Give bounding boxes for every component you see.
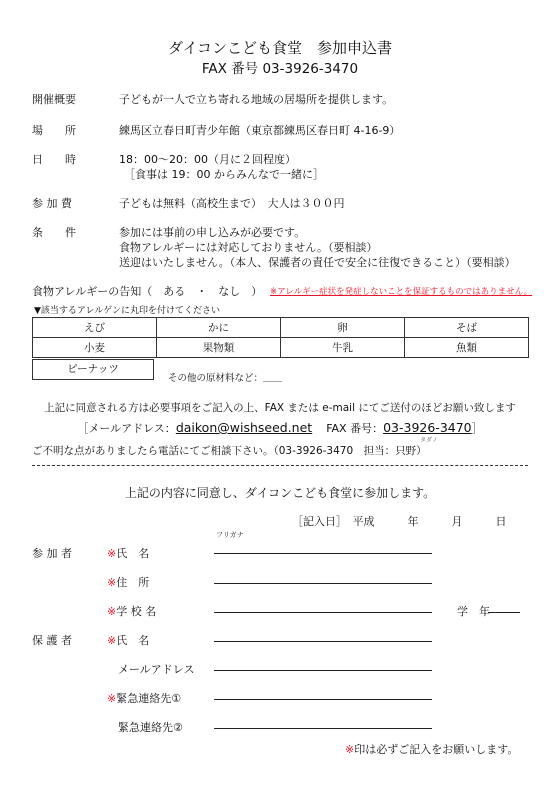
field-label: 氏 名 [116, 547, 150, 560]
participant-label: 参 加 者 [32, 547, 72, 560]
emergency-contact-1-label [107, 690, 181, 706]
required-mark: ※ [107, 692, 117, 705]
participant-school-label [107, 603, 156, 619]
emergency-contact-1-field[interactable] [214, 699, 432, 700]
info-value-place: 練馬区立春日町青少年館（東京都練馬区春日町 4-16-9） [119, 124, 401, 137]
info-value-overview: 子どもが一人で立ち寄れる地域の居場所を提供します。 [119, 93, 394, 106]
fax-prefix: FAX 番号： [326, 422, 384, 435]
allergen-other-field[interactable]: その他の原材料など：＿＿ [168, 373, 283, 384]
mail-prefix: ［メールアドレス： [77, 422, 176, 435]
info-label-place: 場 所 [32, 124, 76, 137]
footnote-text: 印は必ずご記入をお願いします。 [354, 743, 519, 756]
guardian-label: 保 護 者 [32, 634, 72, 647]
field-label: 緊急連絡先① [116, 692, 182, 705]
ruby-tadano: タダノ [420, 437, 438, 444]
required-mark: ※ [107, 576, 117, 589]
allergy-question[interactable]: 食物アレルギーの告知（ ある ・ なし ） [32, 285, 263, 298]
participant-name-field[interactable] [214, 553, 432, 554]
guardian-name-field[interactable] [214, 641, 432, 642]
allergen-cell[interactable]: 牛乳 [281, 338, 405, 358]
allergen-table [32, 317, 529, 358]
participant-school-field[interactable] [214, 612, 432, 613]
info-value-conditions-2: 食物アレルギーには対応しておりません。（要相談） [119, 241, 378, 254]
table-row [33, 338, 529, 358]
info-label-conditions: 条 件 [32, 226, 76, 239]
info-value-conditions-3: 送迎はいたしません。（本人、保護者の責任で安全に往復できること）（要相談） [119, 256, 516, 269]
cut-line [32, 465, 528, 466]
mail-suffix: ］ [471, 422, 483, 435]
submission-instructions: 上記に同意される方は必要事項をご記入の上、FAX または e-mail にてご送付のほどお願い致します [44, 402, 516, 414]
allergen-table-caption: ▼該当するアレルゲンに丸印を付けてください [34, 306, 220, 316]
participant-name-label [107, 545, 149, 561]
guardian-name-label [107, 632, 149, 648]
info-value-datetime-2: ［食事は 19：00 からみんなで一緒に］ [124, 168, 324, 181]
info-label-datetime: 日 時 [32, 153, 76, 166]
field-label: 氏 名 [116, 634, 150, 647]
guardian-email-label: メールアドレス [118, 663, 195, 676]
info-value-conditions-1: 参加には事前の申し込みが必要です。 [119, 226, 306, 239]
required-mark: ※ [107, 634, 117, 647]
allergen-cell[interactable]: 果物類 [157, 338, 281, 358]
field-label: 住 所 [116, 576, 150, 589]
guardian-email-field[interactable] [214, 670, 432, 671]
allergen-cell[interactable]: えび [33, 318, 157, 338]
fax-number: 03-3926-3470 [383, 420, 472, 435]
emergency-contact-2-label: 緊急連絡先② [118, 721, 183, 734]
email-link[interactable]: daikon@wishseed.net [175, 420, 313, 435]
grade-label: 学 年 [457, 605, 490, 618]
info-value-fee: 子どもは無料（高校生まで） 大人は３００円 [119, 197, 345, 210]
allergen-cell-peanut[interactable]: ピーナッツ [32, 359, 154, 380]
required-footnote [345, 741, 518, 757]
allergy-warning: ※アレルギー症状を発症しないことを保証するものではありません。 [270, 287, 533, 297]
agreement-statement: 上記の内容に同意し、ダイコンこども食堂に参加します。 [124, 486, 436, 500]
field-label: 学 校 名 [116, 605, 157, 618]
table-row [33, 318, 529, 338]
info-label-overview: 開催概要 [32, 93, 76, 106]
allergen-cell[interactable]: 魚類 [405, 338, 529, 358]
allergen-cell[interactable]: 小麦 [33, 338, 157, 358]
grade-field[interactable] [488, 612, 520, 613]
emergency-contact-2-field[interactable] [214, 728, 432, 729]
furigana-label: フリガナ [216, 531, 244, 539]
contact-line [0, 420, 560, 436]
required-mark: ※ [345, 743, 355, 756]
required-mark: ※ [107, 605, 117, 618]
info-value-datetime-1: 18：00～20：00（月に２回程度） [119, 153, 296, 166]
participant-address-field[interactable] [214, 583, 432, 584]
required-mark: ※ [107, 547, 117, 560]
allergen-cell[interactable]: かに [157, 318, 281, 338]
info-label-fee: 参 加 費 [32, 197, 72, 210]
form-title: ダイコンこども食堂 参加申込書 [167, 39, 393, 57]
fax-number-heading: FAX 番号 03-3926-3470 [201, 61, 359, 77]
entry-date[interactable]: ［記入日］ 平成 年 月 日 [292, 515, 507, 528]
allergen-cell[interactable]: 卵 [281, 318, 405, 338]
allergen-cell[interactable]: そば [405, 318, 529, 338]
participant-address-label [107, 574, 149, 590]
inquiry-line: ご不明な点がありましたら電話にてご相談下さい。（03-3926-3470 担当：只野） [32, 445, 427, 457]
